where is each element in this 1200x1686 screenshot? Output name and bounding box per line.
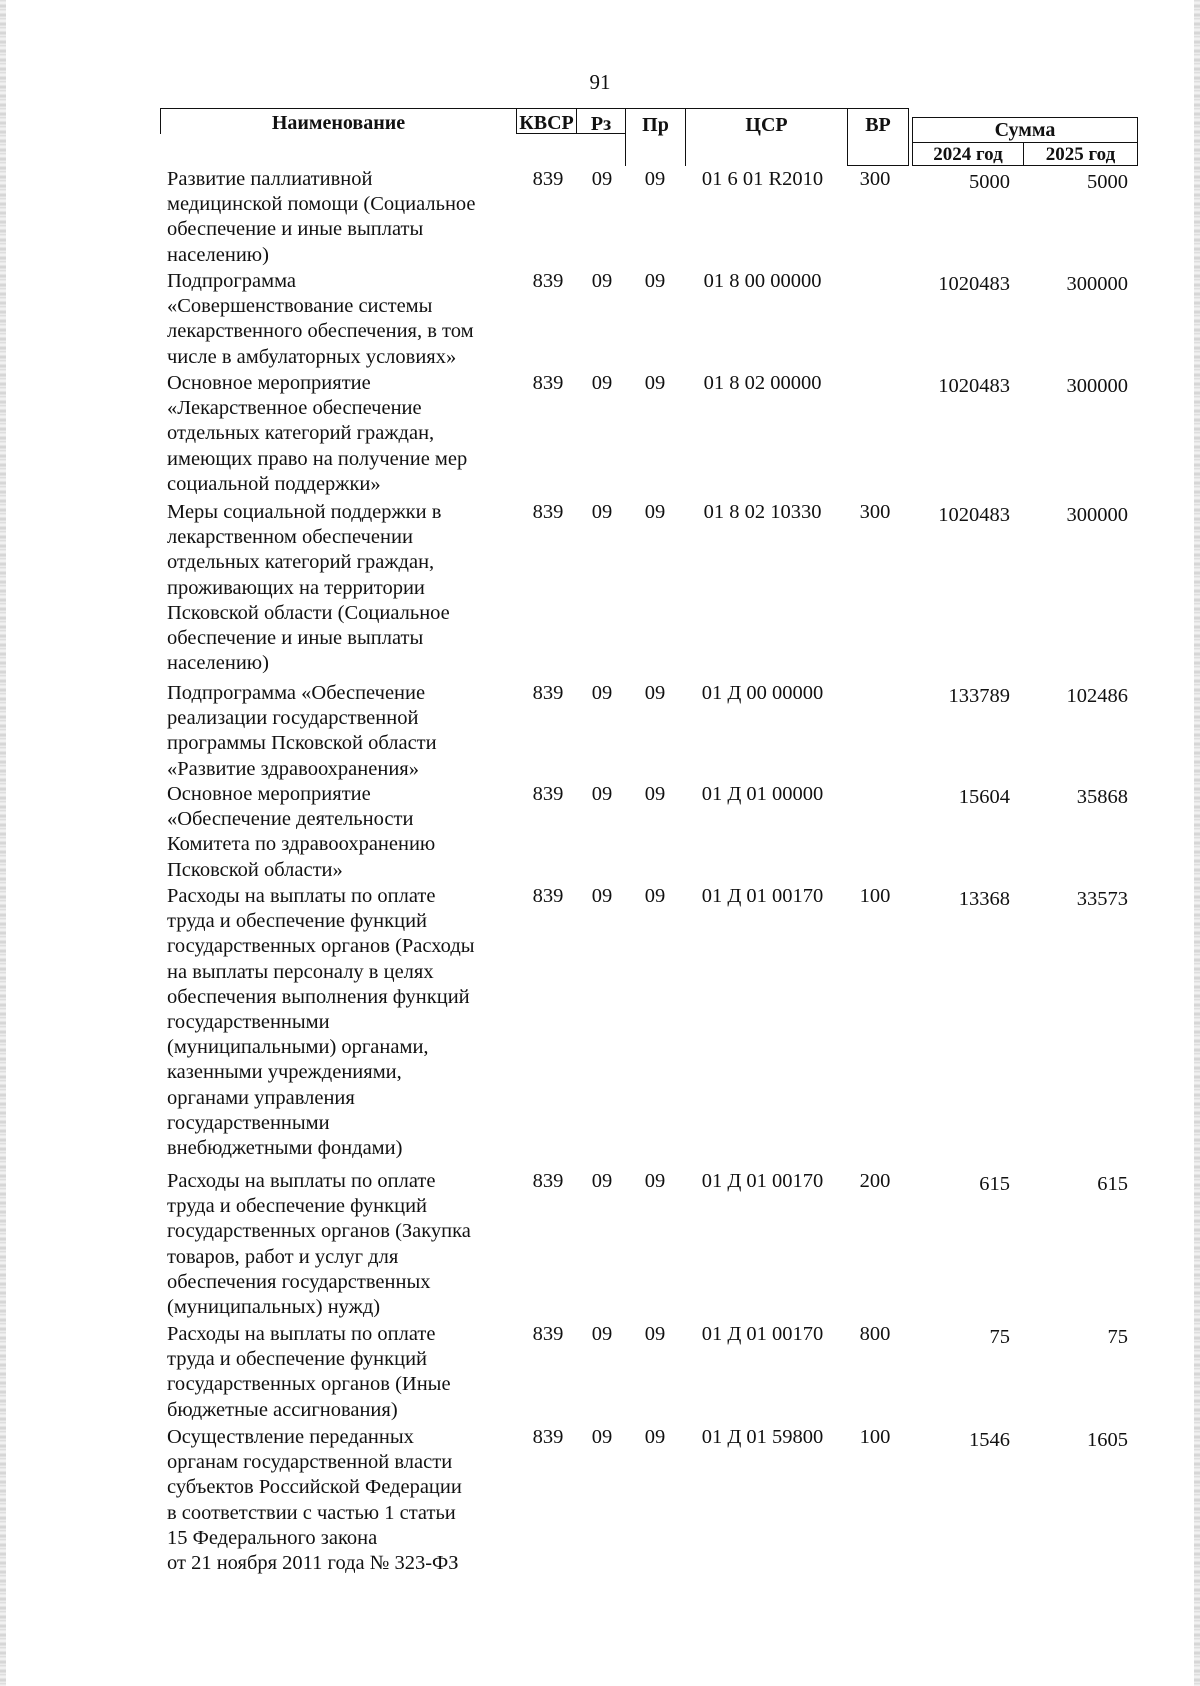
row-kvsr: 839 xyxy=(532,885,564,907)
row-sum-2024: 133789 xyxy=(948,685,1010,707)
page-number: 91 xyxy=(589,70,611,94)
row-sum-2024: 1546 xyxy=(969,1429,1010,1451)
row-name: Основное мероприятие «Лекарственное обеспечение отдельных категорий граждан, имеющих право на получение мер социальной поддержки» xyxy=(167,372,468,495)
row-kvsr: 839 xyxy=(532,783,564,805)
row-csr: 01 8 02 00000 xyxy=(703,372,822,394)
row-kvsr: 839 xyxy=(532,1323,564,1345)
header-sum: Сумма xyxy=(994,119,1056,141)
row-rz: 09 xyxy=(591,1323,613,1345)
row-rz: 09 xyxy=(591,168,613,190)
row-sum-2025: 75 xyxy=(1107,1326,1128,1348)
row-kvsr: 839 xyxy=(532,1170,564,1192)
row-rz: 09 xyxy=(591,270,613,292)
row-sum-2025: 102486 xyxy=(1066,685,1128,707)
row-csr: 01 Д 01 00170 xyxy=(701,1170,824,1192)
row-name: Подпрограмма «Совершенствование системы лекарственного обеспечения, в том числе в амбулаторных условиях» xyxy=(167,270,474,368)
row-pr: 09 xyxy=(644,1323,666,1345)
row-name: Расходы на выплаты по оплате труда и обеспечение функций государственных органов (Расходы на выплаты персоналу в целях обеспечения выполнения функций государственными (муниципальными) органами, казенными учреждениями, органами управления государственными внебюджетными фондами) xyxy=(167,885,475,1160)
row-rz: 09 xyxy=(591,372,613,394)
row-kvsr: 839 xyxy=(532,168,564,190)
row-sum-2024: 13368 xyxy=(958,888,1010,910)
row-name: Расходы на выплаты по оплате труда и обеспечение функций государственных органов (Иные бюджетные ассигнования) xyxy=(167,1323,451,1421)
row-rz: 09 xyxy=(591,1426,613,1448)
scan-edge-right xyxy=(1194,0,1200,1686)
row-pr: 09 xyxy=(644,501,666,523)
row-pr: 09 xyxy=(644,783,666,805)
row-vr: 100 xyxy=(859,1426,891,1448)
row-sum-2024: 5000 xyxy=(969,171,1010,193)
row-sum-2024: 615 xyxy=(979,1173,1010,1195)
row-csr: 01 8 00 00000 xyxy=(703,270,822,292)
row-pr: 09 xyxy=(644,682,666,704)
row-csr: 01 Д 01 00170 xyxy=(701,885,824,907)
row-rz: 09 xyxy=(591,682,613,704)
row-name: Меры социальной поддержки в лекарственном обеспечении отдельных категорий граждан, проживающих на территории Псковской области (Социальное обеспечение и иные выплаты населению) xyxy=(167,501,450,675)
row-vr: 300 xyxy=(859,501,891,523)
header-vr: ВР xyxy=(865,114,891,136)
row-name: Подпрограмма «Обеспечение реализации государственной программы Псковской области «Развитие здравоохранения» xyxy=(167,682,437,780)
row-kvsr: 839 xyxy=(532,682,564,704)
row-kvsr: 839 xyxy=(532,270,564,292)
row-sum-2024: 1020483 xyxy=(938,504,1010,526)
row-vr: 800 xyxy=(859,1323,891,1345)
row-sum-2024: 15604 xyxy=(958,786,1010,808)
row-rz: 09 xyxy=(591,501,613,523)
row-pr: 09 xyxy=(644,270,666,292)
row-rz: 09 xyxy=(591,885,613,907)
row-pr: 09 xyxy=(644,168,666,190)
row-sum-2024: 75 xyxy=(989,1326,1010,1348)
header-pr: Пр xyxy=(642,114,669,136)
row-pr: 09 xyxy=(644,885,666,907)
row-sum-2025: 5000 xyxy=(1087,171,1128,193)
scan-edge-left xyxy=(0,0,6,1686)
row-name: Основное мероприятие «Обеспечение деятельности Комитета по здравоохранению Псковской области» xyxy=(167,783,436,881)
header-year-2025: 2025 год xyxy=(1045,144,1116,165)
row-vr: 200 xyxy=(859,1170,891,1192)
row-kvsr: 839 xyxy=(532,372,564,394)
header-csr: ЦСР xyxy=(745,114,788,136)
row-pr: 09 xyxy=(644,372,666,394)
row-kvsr: 839 xyxy=(532,1426,564,1448)
row-name: Развитие паллиативной медицинской помощи (Социальное обеспечение и иные выплаты населению) xyxy=(167,168,476,266)
row-sum-2025: 33573 xyxy=(1076,888,1128,910)
row-sum-2025: 300000 xyxy=(1066,375,1128,397)
row-sum-2024: 1020483 xyxy=(938,273,1010,295)
row-csr: 01 Д 00 00000 xyxy=(701,682,824,704)
row-name: Осуществление переданных органам государственной власти субъектов Российской Федерации в соответствии с частью 1 статьи 15 Федерального закона от 21 ноября 2011 года № 323-ФЗ xyxy=(167,1426,462,1575)
row-csr: 01 Д 01 00000 xyxy=(701,783,824,805)
row-rz: 09 xyxy=(591,783,613,805)
row-sum-2025: 300000 xyxy=(1066,273,1128,295)
row-csr: 01 6 01 R2010 xyxy=(701,168,824,190)
row-kvsr: 839 xyxy=(532,501,564,523)
header-rz: Рз xyxy=(590,113,612,135)
table-header xyxy=(160,108,1138,168)
row-csr: 01 Д 01 59800 xyxy=(701,1426,824,1448)
row-vr: 300 xyxy=(859,168,891,190)
row-sum-2025: 615 xyxy=(1097,1173,1128,1195)
row-rz: 09 xyxy=(591,1170,613,1192)
row-sum-2024: 1020483 xyxy=(938,375,1010,397)
row-name: Расходы на выплаты по оплате труда и обеспечение функций государственных органов (Закупка товаров, работ и услуг для обеспечения государственных (муниципальных) нужд) xyxy=(167,1170,471,1319)
row-pr: 09 xyxy=(644,1170,666,1192)
row-csr: 01 8 02 10330 xyxy=(703,501,822,523)
row-sum-2025: 1605 xyxy=(1087,1429,1128,1451)
row-csr: 01 Д 01 00170 xyxy=(701,1323,824,1345)
header-year-2024: 2024 год xyxy=(933,144,1003,165)
header-name: Наименование xyxy=(271,112,406,134)
row-sum-2025: 35868 xyxy=(1076,786,1128,808)
row-pr: 09 xyxy=(644,1426,666,1448)
row-sum-2025: 300000 xyxy=(1066,504,1128,526)
header-kvsr: КВСР xyxy=(519,112,574,134)
row-vr: 100 xyxy=(859,885,891,907)
